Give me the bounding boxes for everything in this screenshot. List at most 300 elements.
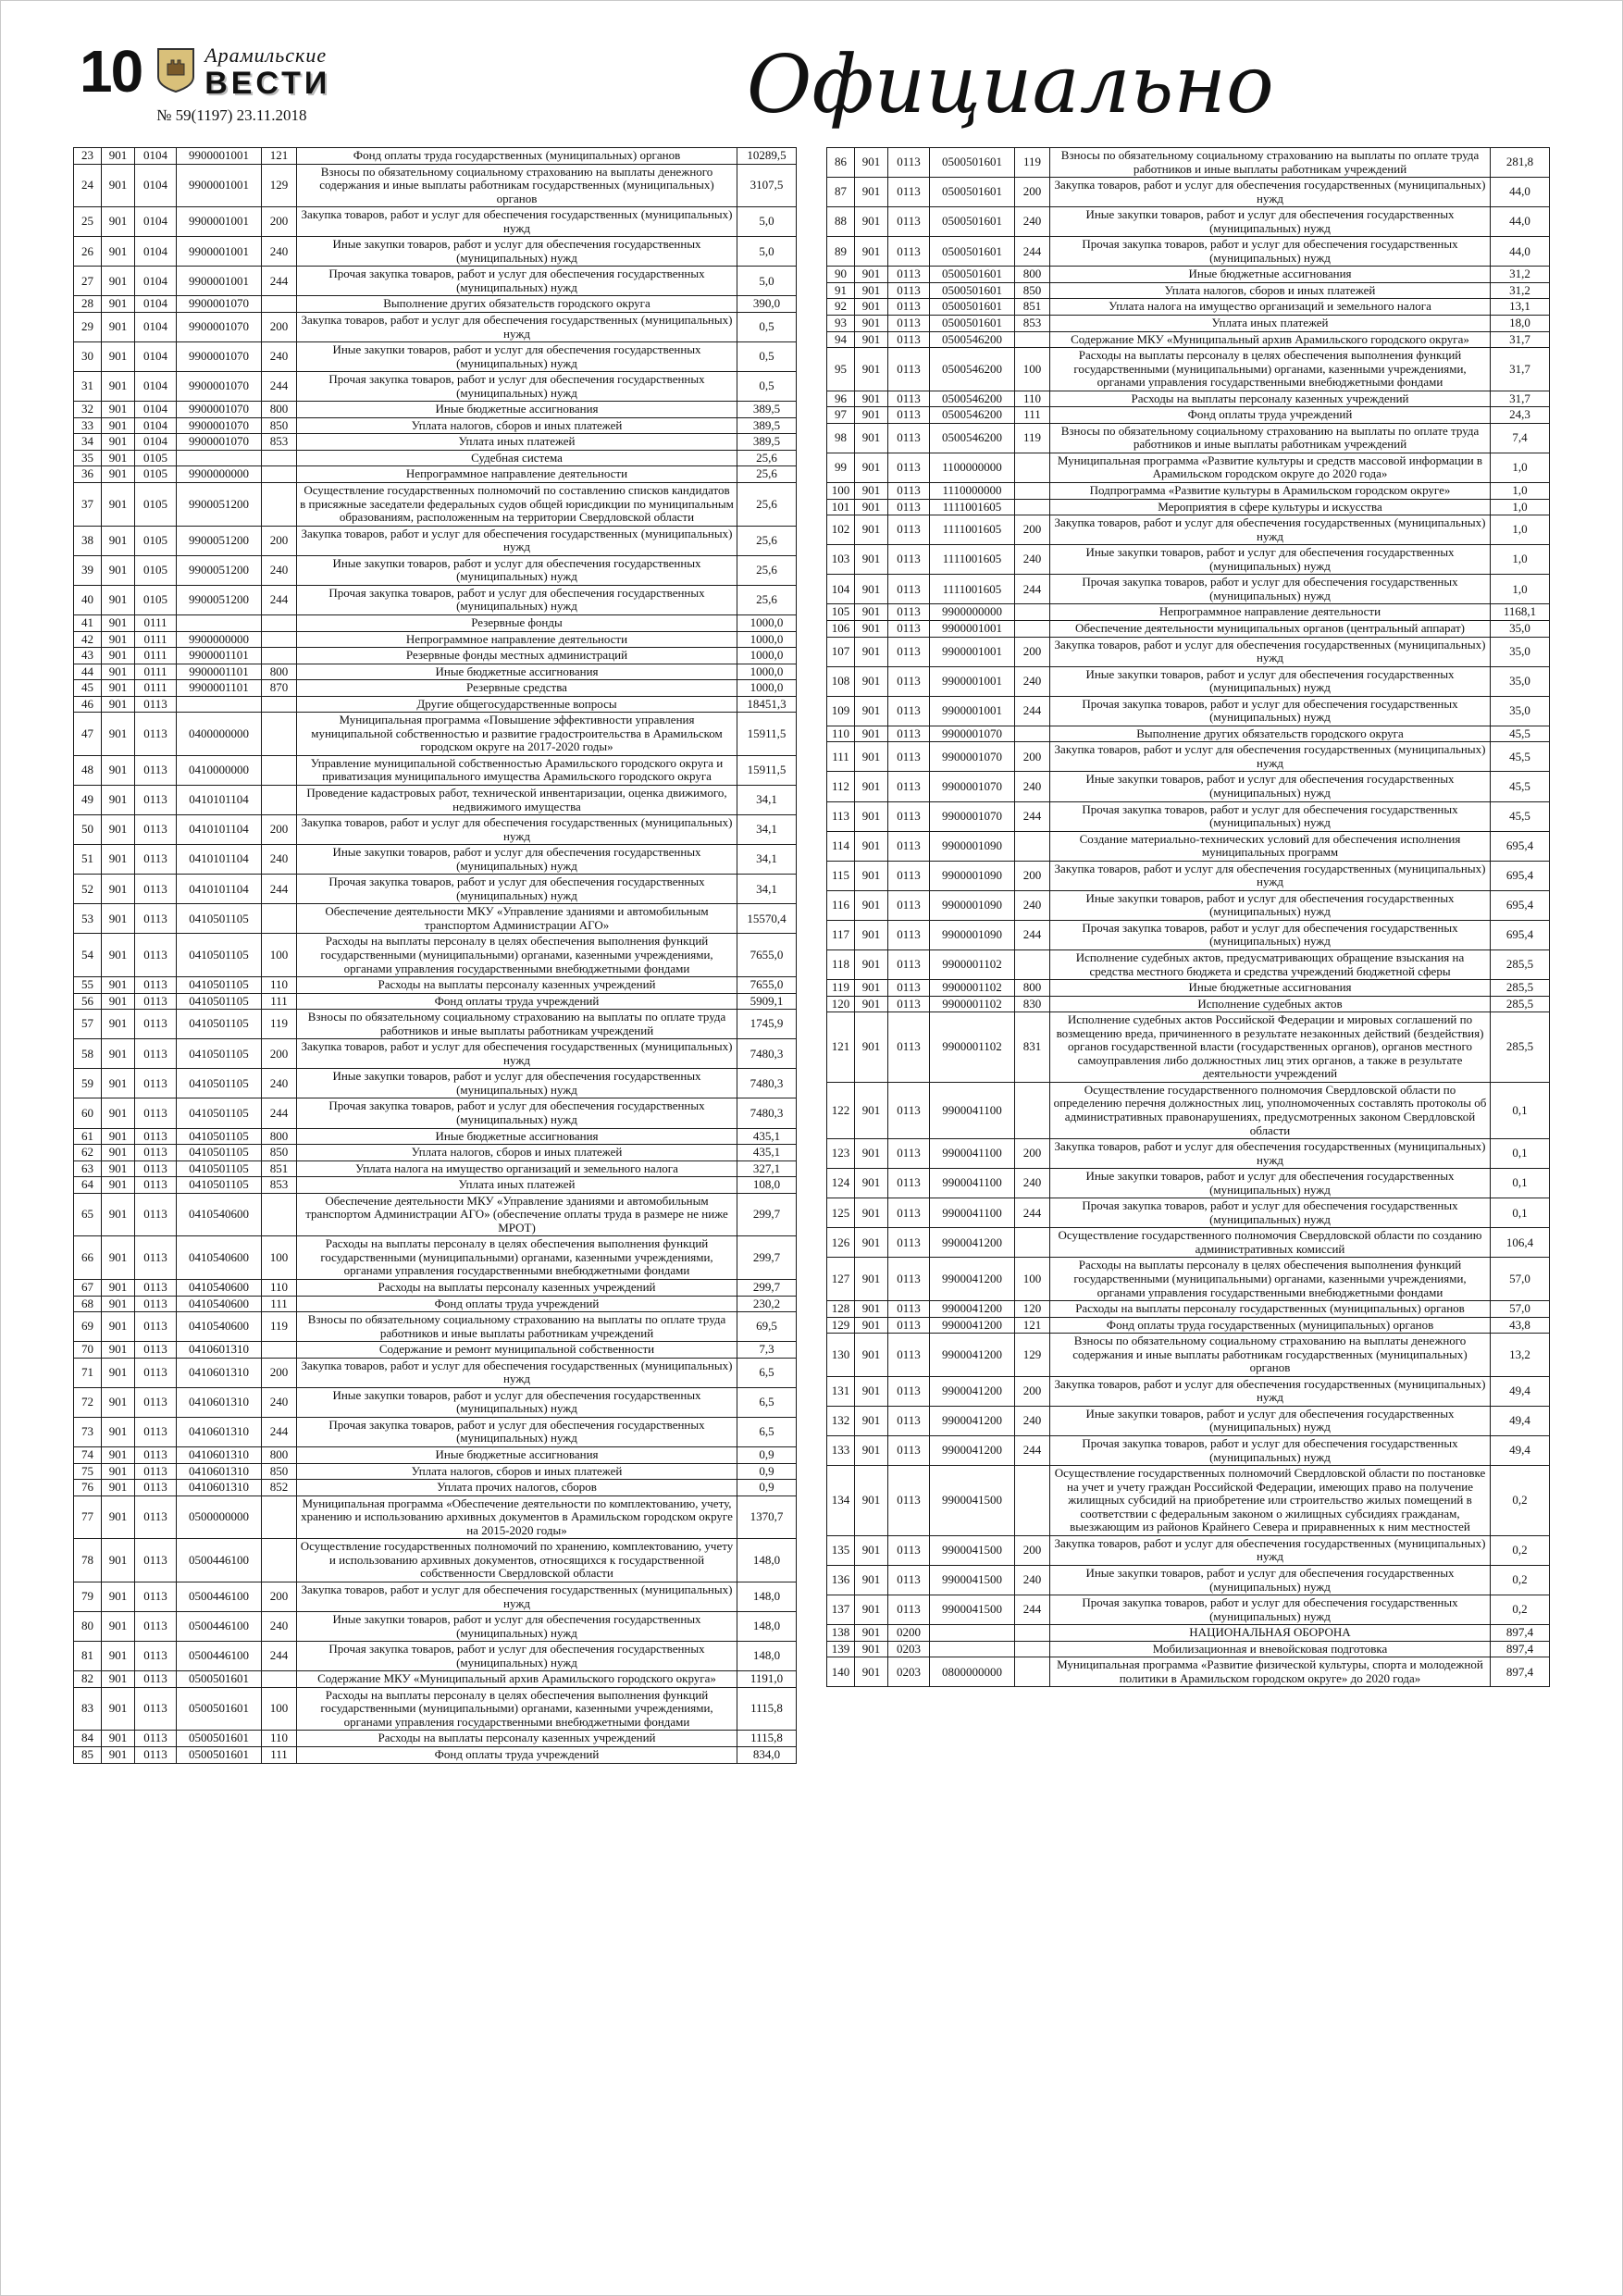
table-row bbox=[74, 1342, 797, 1359]
expense-name-cell: Иные закупки товаров, работ и услуг для обеспечения государственных (муниципальных) нужд bbox=[297, 845, 737, 875]
section-code-cell: 0113 bbox=[135, 1280, 177, 1297]
expense-name-cell: Иные бюджетные ассигнования bbox=[1050, 980, 1491, 997]
target-article-cell: 9900041200 bbox=[930, 1334, 1015, 1377]
expense-name-cell: Проведение кадастровых работ, технической инвентаризации, оценка движимого, недвижимого имущества bbox=[297, 785, 737, 814]
expense-name-cell: Взносы по обязательному социальному страхованию на выплаты денежного содержания и иные выплаты работникам государственных (муниципальных) органов bbox=[297, 164, 737, 207]
expense-name-cell: Закупка товаров, работ и услуг для обеспечения государственных (муниципальных) нужд bbox=[1050, 515, 1491, 545]
table-row bbox=[74, 785, 797, 814]
expense-name-cell: Резервные средства bbox=[297, 680, 737, 697]
row-number-cell: 57 bbox=[74, 1010, 102, 1039]
expense-name-cell: Закупка товаров, работ и услуг для обеспечения государственных (муниципальных) нужд bbox=[1050, 637, 1491, 666]
amount-cell: 435,1 bbox=[737, 1145, 797, 1161]
section-code-cell: 0104 bbox=[135, 402, 177, 418]
section-code-cell: 0113 bbox=[888, 207, 930, 237]
section-code-cell: 0113 bbox=[888, 1301, 930, 1318]
grbs-code-cell: 901 bbox=[855, 207, 888, 237]
grbs-code-cell: 901 bbox=[102, 1612, 135, 1642]
table-row bbox=[74, 1612, 797, 1642]
expense-type-cell: 244 bbox=[1015, 801, 1050, 831]
grbs-code-cell: 901 bbox=[102, 372, 135, 402]
target-article-cell: 9900001101 bbox=[177, 648, 262, 664]
amount-cell: 1000,0 bbox=[737, 680, 797, 697]
expense-type-cell: 244 bbox=[1015, 920, 1050, 949]
grbs-code-cell: 901 bbox=[102, 296, 135, 313]
target-article-cell: 0500546200 bbox=[930, 407, 1015, 424]
table-row bbox=[827, 267, 1550, 283]
row-number-cell: 44 bbox=[74, 664, 102, 680]
target-article-cell: 9900001001 bbox=[177, 148, 262, 165]
row-number-cell: 79 bbox=[74, 1582, 102, 1611]
section-code-cell: 0113 bbox=[888, 1535, 930, 1565]
expense-type-cell: 100 bbox=[1015, 348, 1050, 391]
section-code-cell: 0113 bbox=[135, 713, 177, 756]
expense-type-cell: 200 bbox=[262, 526, 297, 555]
expense-name-cell: Обеспечение деятельности МКУ «Управление зданиями и автомобильным транспортом Администрации АГО» bbox=[297, 904, 737, 934]
target-article-cell: 0410501105 bbox=[177, 1098, 262, 1128]
expense-name-cell: Иные закупки товаров, работ и услуг для обеспечения государственных (муниципальных) нужд bbox=[297, 1387, 737, 1417]
section-code-cell: 0113 bbox=[888, 453, 930, 482]
target-article-cell: 0410501105 bbox=[177, 934, 262, 977]
section-code-cell: 0105 bbox=[135, 466, 177, 483]
table-row bbox=[827, 1258, 1550, 1301]
grbs-code-cell: 901 bbox=[102, 1039, 135, 1069]
target-article-cell: 9900001070 bbox=[177, 313, 262, 342]
expense-type-cell bbox=[262, 755, 297, 785]
target-article-cell: 0500446100 bbox=[177, 1642, 262, 1671]
table-row bbox=[827, 515, 1550, 545]
amount-cell: 1115,8 bbox=[737, 1687, 797, 1731]
section-code-cell: 0113 bbox=[888, 996, 930, 1012]
row-number-cell: 120 bbox=[827, 996, 855, 1012]
grbs-code-cell: 901 bbox=[102, 815, 135, 845]
amount-cell: 0,9 bbox=[737, 1447, 797, 1464]
amount-cell: 230,2 bbox=[737, 1296, 797, 1312]
expense-type-cell: 119 bbox=[262, 1312, 297, 1342]
expense-name-cell: Прочая закупка товаров, работ и услуг для обеспечения государственных (муниципальных) нужд bbox=[1050, 696, 1491, 726]
row-number-cell: 65 bbox=[74, 1193, 102, 1236]
section-code-cell: 0200 bbox=[888, 1625, 930, 1642]
expense-type-cell: 800 bbox=[262, 1447, 297, 1464]
row-number-cell: 134 bbox=[827, 1466, 855, 1536]
table-row bbox=[74, 631, 797, 648]
row-number-cell: 99 bbox=[827, 453, 855, 482]
row-number-cell: 125 bbox=[827, 1198, 855, 1228]
row-number-cell: 85 bbox=[74, 1746, 102, 1763]
expense-name-cell: Уплата иных платежей bbox=[1050, 316, 1491, 332]
expense-type-cell bbox=[262, 483, 297, 527]
grbs-code-cell: 901 bbox=[102, 785, 135, 814]
expense-type-cell: 200 bbox=[262, 1039, 297, 1069]
grbs-code-cell: 901 bbox=[855, 1082, 888, 1138]
target-article-cell: 0410540600 bbox=[177, 1296, 262, 1312]
target-article-cell bbox=[177, 696, 262, 713]
table-row bbox=[74, 1496, 797, 1539]
row-number-cell: 68 bbox=[74, 1296, 102, 1312]
expense-type-cell: 240 bbox=[262, 1612, 297, 1642]
expense-name-cell: Иные закупки товаров, работ и услуг для обеспечения государственных (муниципальных) нужд bbox=[1050, 1169, 1491, 1198]
row-number-cell: 80 bbox=[74, 1612, 102, 1642]
amount-cell: 31,2 bbox=[1491, 267, 1550, 283]
expense-type-cell bbox=[262, 1671, 297, 1688]
amount-cell: 45,5 bbox=[1491, 742, 1550, 772]
target-article-cell: 9900041200 bbox=[930, 1228, 1015, 1258]
grbs-code-cell: 901 bbox=[855, 696, 888, 726]
row-number-cell: 129 bbox=[827, 1317, 855, 1334]
grbs-code-cell: 901 bbox=[102, 614, 135, 631]
amount-cell: 45,5 bbox=[1491, 801, 1550, 831]
expense-name-cell: Иные закупки товаров, работ и услуг для обеспечения государственных (муниципальных) нужд bbox=[1050, 890, 1491, 920]
grbs-code-cell: 901 bbox=[855, 726, 888, 742]
grbs-code-cell: 901 bbox=[102, 526, 135, 555]
expense-name-cell: Уплата налога на имущество организаций и земельного налога bbox=[297, 1160, 737, 1177]
target-article-cell: 1111001605 bbox=[930, 575, 1015, 604]
section-code-cell: 0113 bbox=[888, 316, 930, 332]
section-code-cell: 0111 bbox=[135, 680, 177, 697]
table-row bbox=[74, 466, 797, 483]
amount-cell: 285,5 bbox=[1491, 949, 1550, 979]
section-code-cell: 0113 bbox=[135, 934, 177, 977]
grbs-code-cell: 901 bbox=[855, 666, 888, 696]
expense-type-cell: 850 bbox=[262, 1463, 297, 1480]
table-row bbox=[827, 831, 1550, 861]
expense-type-cell: 850 bbox=[1015, 282, 1050, 299]
expense-name-cell: Прочая закупка товаров, работ и услуг для обеспечения государственных (муниципальных) нужд bbox=[297, 267, 737, 296]
target-article-cell: 9900001070 bbox=[930, 772, 1015, 801]
target-article-cell: 0800000000 bbox=[930, 1657, 1015, 1687]
section-code-cell: 0113 bbox=[135, 1612, 177, 1642]
expense-type-cell: 200 bbox=[262, 207, 297, 237]
amount-cell: 49,4 bbox=[1491, 1436, 1550, 1466]
table-row bbox=[74, 1731, 797, 1747]
expense-name-cell: Закупка товаров, работ и услуг для обеспечения государственных (муниципальных) нужд bbox=[297, 1039, 737, 1069]
section-code-cell: 0113 bbox=[135, 1069, 177, 1098]
grbs-code-cell: 901 bbox=[102, 875, 135, 904]
section-code-cell: 0113 bbox=[135, 1312, 177, 1342]
expense-name-cell: Создание материально-технических условий для обеспечения исполнения муниципальных программ bbox=[1050, 831, 1491, 861]
section-code-cell: 0113 bbox=[135, 1447, 177, 1464]
section-code-cell: 0113 bbox=[888, 831, 930, 861]
target-article-cell: 0500501601 bbox=[177, 1687, 262, 1731]
section-code-cell: 0113 bbox=[888, 980, 930, 997]
row-number-cell: 32 bbox=[74, 402, 102, 418]
table-row bbox=[74, 555, 797, 585]
row-number-cell: 88 bbox=[827, 207, 855, 237]
section-code-cell: 0113 bbox=[135, 1098, 177, 1128]
expense-name-cell: Содержание и ремонт муниципальной собственности bbox=[297, 1342, 737, 1359]
table-row bbox=[827, 391, 1550, 407]
expense-type-cell: 240 bbox=[1015, 772, 1050, 801]
table-row bbox=[74, 1312, 797, 1342]
row-number-cell: 124 bbox=[827, 1169, 855, 1198]
expense-name-cell: Непрограммное направление деятельности bbox=[1050, 604, 1491, 621]
row-number-cell: 25 bbox=[74, 207, 102, 237]
amount-cell: 6,5 bbox=[737, 1387, 797, 1417]
section-code-cell: 0113 bbox=[888, 620, 930, 637]
amount-cell: 1,0 bbox=[1491, 545, 1550, 575]
section-code-cell: 0111 bbox=[135, 664, 177, 680]
target-article-cell: 9900001001 bbox=[177, 207, 262, 237]
row-number-cell: 45 bbox=[74, 680, 102, 697]
target-article-cell: 0500446100 bbox=[177, 1582, 262, 1611]
expense-type-cell: 240 bbox=[262, 237, 297, 267]
amount-cell: 25,6 bbox=[737, 585, 797, 614]
expense-name-cell: Прочая закупка товаров, работ и услуг для обеспечения государственных (муниципальных) нужд bbox=[1050, 920, 1491, 949]
section-code-cell: 0113 bbox=[135, 1480, 177, 1496]
table-row bbox=[74, 1539, 797, 1582]
section-code-cell: 0113 bbox=[135, 1746, 177, 1763]
row-number-cell: 130 bbox=[827, 1334, 855, 1377]
target-article-cell: 0500546200 bbox=[930, 331, 1015, 348]
expense-type-cell bbox=[1015, 1625, 1050, 1642]
expense-name-cell: Закупка товаров, работ и услуг для обеспечения государственных (муниципальных) нужд bbox=[1050, 1535, 1491, 1565]
amount-cell: 45,5 bbox=[1491, 726, 1550, 742]
expense-type-cell: 831 bbox=[1015, 1012, 1050, 1083]
row-number-cell: 91 bbox=[827, 282, 855, 299]
table-row bbox=[74, 1069, 797, 1098]
grbs-code-cell: 901 bbox=[102, 1671, 135, 1688]
section-code-cell: 0105 bbox=[135, 526, 177, 555]
row-number-cell: 46 bbox=[74, 696, 102, 713]
expense-name-cell: Осуществление государственных полномочий по составлению списков кандидатов в присяжные заседатели федеральных судов общей юрисдикции по муниципальным образованиям, расположенным на территории Свердловской области bbox=[297, 483, 737, 527]
section-code-cell: 0113 bbox=[135, 1671, 177, 1688]
expense-name-cell: Прочая закупка товаров, работ и услуг для обеспечения государственных (муниципальных) нужд bbox=[297, 1417, 737, 1446]
amount-cell: 148,0 bbox=[737, 1582, 797, 1611]
expense-type-cell: 111 bbox=[262, 1296, 297, 1312]
section-code-cell: 0113 bbox=[135, 1177, 177, 1194]
masthead-title-top: Арамильские bbox=[204, 43, 328, 67]
row-number-cell: 121 bbox=[827, 1012, 855, 1083]
row-number-cell: 90 bbox=[827, 267, 855, 283]
expense-type-cell: 800 bbox=[262, 402, 297, 418]
table-row bbox=[827, 407, 1550, 424]
table-row bbox=[827, 1657, 1550, 1687]
amount-cell: 49,4 bbox=[1491, 1376, 1550, 1406]
expense-type-cell: 240 bbox=[1015, 207, 1050, 237]
target-article-cell: 9900001070 bbox=[177, 434, 262, 451]
table-row bbox=[827, 178, 1550, 207]
expense-type-cell bbox=[262, 1496, 297, 1539]
amount-cell: 10289,5 bbox=[737, 148, 797, 165]
budget-table-left bbox=[73, 147, 797, 1764]
expense-name-cell: Муниципальная программа «Обеспечение деятельности по комплектованию, учету, хранению и использованию архивных документов в Арамильском городском округе на 2015-2020 годы» bbox=[297, 1496, 737, 1539]
expense-name-cell: Иные закупки товаров, работ и услуг для обеспечения государственных (муниципальных) нужд bbox=[297, 237, 737, 267]
amount-cell: 13,2 bbox=[1491, 1334, 1550, 1377]
section-code-cell: 0104 bbox=[135, 434, 177, 451]
row-number-cell: 128 bbox=[827, 1301, 855, 1318]
expense-type-cell: 240 bbox=[1015, 890, 1050, 920]
grbs-code-cell: 901 bbox=[855, 1436, 888, 1466]
grbs-code-cell: 901 bbox=[102, 1312, 135, 1342]
table-row bbox=[827, 666, 1550, 696]
target-article-cell bbox=[177, 614, 262, 631]
target-article-cell: 9900051200 bbox=[177, 526, 262, 555]
table-row bbox=[74, 1387, 797, 1417]
expense-name-cell: Уплата прочих налогов, сборов bbox=[297, 1480, 737, 1496]
section-code-cell: 0113 bbox=[888, 267, 930, 283]
grbs-code-cell: 901 bbox=[102, 417, 135, 434]
grbs-code-cell: 901 bbox=[855, 178, 888, 207]
page-header bbox=[1, 1, 1622, 140]
grbs-code-cell: 901 bbox=[102, 450, 135, 466]
section-code-cell: 0113 bbox=[135, 1463, 177, 1480]
grbs-code-cell: 901 bbox=[855, 545, 888, 575]
grbs-code-cell: 901 bbox=[102, 148, 135, 165]
table-row bbox=[827, 575, 1550, 604]
row-number-cell: 37 bbox=[74, 483, 102, 527]
expense-name-cell: Обеспечение деятельности МКУ «Управление зданиями и автомобильным транспортом Администрации АГО» (обеспечение оплаты труда в размере не ниже МРОТ) bbox=[297, 1193, 737, 1236]
amount-cell: 389,5 bbox=[737, 434, 797, 451]
row-number-cell: 61 bbox=[74, 1128, 102, 1145]
table-row bbox=[74, 417, 797, 434]
expense-name-cell: Осуществление государственных полномочий Свердловской области по постановке на учет и учету граждан Российской Федерации, имеющих право на получение жилищных субсидий на приобретение или строительство жилых помещений в соответствии с федеральным законом о жилищных субсидиях гражданам, выезжающим из районов Крайнего Севера и приравненных к ним местностей bbox=[1050, 1466, 1491, 1536]
amount-cell: 35,0 bbox=[1491, 696, 1550, 726]
target-article-cell: 0500501601 bbox=[177, 1746, 262, 1763]
expense-type-cell bbox=[262, 614, 297, 631]
row-number-cell: 115 bbox=[827, 861, 855, 890]
expense-name-cell: Иные закупки товаров, работ и услуг для обеспечения государственных (муниципальных) нужд bbox=[1050, 1565, 1491, 1595]
target-article-cell: 9900001070 bbox=[930, 801, 1015, 831]
amount-cell: 24,3 bbox=[1491, 407, 1550, 424]
grbs-code-cell: 901 bbox=[855, 742, 888, 772]
grbs-code-cell: 901 bbox=[855, 499, 888, 515]
expense-type-cell: 851 bbox=[1015, 299, 1050, 316]
target-article-cell: 1111001605 bbox=[930, 515, 1015, 545]
expense-name-cell: Фонд оплаты труда учреждений bbox=[297, 993, 737, 1010]
amount-cell: 285,5 bbox=[1491, 996, 1550, 1012]
row-number-cell: 87 bbox=[827, 178, 855, 207]
table-row bbox=[827, 1376, 1550, 1406]
section-code-cell: 0105 bbox=[135, 483, 177, 527]
section-code-cell: 0104 bbox=[135, 207, 177, 237]
expense-name-cell: Закупка товаров, работ и услуг для обеспечения государственных (муниципальных) нужд bbox=[297, 313, 737, 342]
amount-cell: 31,7 bbox=[1491, 331, 1550, 348]
section-code-cell: 0113 bbox=[888, 1198, 930, 1228]
expense-type-cell: 111 bbox=[262, 1746, 297, 1763]
grbs-code-cell: 901 bbox=[102, 934, 135, 977]
grbs-code-cell: 901 bbox=[102, 585, 135, 614]
expense-name-cell: Иные закупки товаров, работ и услуг для обеспечения государственных (муниципальных) нужд bbox=[297, 1069, 737, 1098]
section-code-cell: 0104 bbox=[135, 417, 177, 434]
row-number-cell: 33 bbox=[74, 417, 102, 434]
row-number-cell: 74 bbox=[74, 1447, 102, 1464]
target-article-cell: 0400000000 bbox=[177, 713, 262, 756]
row-number-cell: 43 bbox=[74, 648, 102, 664]
table-row bbox=[827, 1595, 1550, 1625]
target-article-cell: 1100000000 bbox=[930, 453, 1015, 482]
target-article-cell: 9900041500 bbox=[930, 1535, 1015, 1565]
table-row bbox=[827, 423, 1550, 453]
amount-cell: 31,2 bbox=[1491, 282, 1550, 299]
row-number-cell: 58 bbox=[74, 1039, 102, 1069]
amount-cell: 7,3 bbox=[737, 1342, 797, 1359]
expense-name-cell: НАЦИОНАЛЬНАЯ ОБОРОНА bbox=[1050, 1625, 1491, 1642]
amount-cell: 148,0 bbox=[737, 1642, 797, 1671]
amount-cell: 34,1 bbox=[737, 815, 797, 845]
expense-type-cell bbox=[1015, 331, 1050, 348]
grbs-code-cell: 901 bbox=[855, 996, 888, 1012]
grbs-code-cell: 901 bbox=[855, 861, 888, 890]
expense-name-cell: Уплата иных платежей bbox=[297, 434, 737, 451]
table-row bbox=[827, 637, 1550, 666]
table-row bbox=[827, 1082, 1550, 1138]
grbs-code-cell: 901 bbox=[102, 648, 135, 664]
amount-cell: 1,0 bbox=[1491, 483, 1550, 500]
section-code-cell: 0113 bbox=[888, 772, 930, 801]
section-code-cell: 0105 bbox=[135, 555, 177, 585]
amount-cell: 1,0 bbox=[1491, 453, 1550, 482]
amount-cell: 25,6 bbox=[737, 483, 797, 527]
row-number-cell: 119 bbox=[827, 980, 855, 997]
expense-name-cell: Иные закупки товаров, работ и услуг для обеспечения государственных (муниципальных) нужд bbox=[297, 1612, 737, 1642]
amount-cell: 1000,0 bbox=[737, 664, 797, 680]
row-number-cell: 56 bbox=[74, 993, 102, 1010]
target-article-cell: 9900001001 bbox=[177, 164, 262, 207]
table-row bbox=[74, 1236, 797, 1280]
row-number-cell: 67 bbox=[74, 1280, 102, 1297]
table-row bbox=[827, 453, 1550, 482]
expense-name-cell: Муниципальная программа «Повышение эффективности управления муниципальной собственностью и развитие градостроительства в Арамильском городском округе на 2017-2020 годы» bbox=[297, 713, 737, 756]
expense-name-cell: Осуществление государственного полномочия Свердловской области по созданию административных комиссий bbox=[1050, 1228, 1491, 1258]
amount-cell: 25,6 bbox=[737, 555, 797, 585]
target-article-cell: 0500501601 bbox=[930, 237, 1015, 267]
amount-cell: 44,0 bbox=[1491, 237, 1550, 267]
table-row bbox=[74, 1746, 797, 1763]
expense-type-cell: 244 bbox=[262, 1098, 297, 1128]
section-code-cell: 0113 bbox=[888, 637, 930, 666]
expense-name-cell: Закупка товаров, работ и услуг для обеспечения государственных (муниципальных) нужд bbox=[1050, 178, 1491, 207]
grbs-code-cell: 901 bbox=[102, 1417, 135, 1446]
table-row bbox=[74, 614, 797, 631]
row-number-cell: 53 bbox=[74, 904, 102, 934]
amount-cell: 7480,3 bbox=[737, 1039, 797, 1069]
row-number-cell: 83 bbox=[74, 1687, 102, 1731]
amount-cell: 31,7 bbox=[1491, 348, 1550, 391]
expense-type-cell: 200 bbox=[262, 1358, 297, 1387]
table-row bbox=[74, 1128, 797, 1145]
grbs-code-cell: 901 bbox=[102, 483, 135, 527]
grbs-code-cell: 901 bbox=[102, 1582, 135, 1611]
amount-cell: 1168,1 bbox=[1491, 604, 1550, 621]
grbs-code-cell: 901 bbox=[102, 845, 135, 875]
expense-name-cell: Иные бюджетные ассигнования bbox=[297, 664, 737, 680]
grbs-code-cell: 901 bbox=[102, 1463, 135, 1480]
expense-type-cell: 119 bbox=[1015, 148, 1050, 178]
target-article-cell: 0410501105 bbox=[177, 1039, 262, 1069]
expense-name-cell: Непрограммное направление деятельности bbox=[297, 466, 737, 483]
grbs-code-cell: 901 bbox=[855, 1317, 888, 1334]
target-article-cell: 9900001001 bbox=[177, 267, 262, 296]
row-number-cell: 109 bbox=[827, 696, 855, 726]
expense-name-cell: Расходы на выплаты персоналу в целях обеспечения выполнения функций государственными (муниципальными) органами, казенными учреждениями, органами управления государственными внебюджетными фондами bbox=[1050, 1258, 1491, 1301]
target-article-cell: 9900001090 bbox=[930, 861, 1015, 890]
grbs-code-cell: 901 bbox=[102, 1642, 135, 1671]
target-article-cell: 1111001605 bbox=[930, 499, 1015, 515]
row-number-cell: 139 bbox=[827, 1641, 855, 1657]
row-number-cell: 39 bbox=[74, 555, 102, 585]
section-code-cell: 0113 bbox=[135, 696, 177, 713]
target-article-cell: 9900000000 bbox=[930, 604, 1015, 621]
target-article-cell: 9900001001 bbox=[930, 637, 1015, 666]
target-article-cell: 0500501601 bbox=[930, 316, 1015, 332]
section-code-cell: 0113 bbox=[888, 1595, 930, 1625]
expense-type-cell bbox=[1015, 1466, 1050, 1536]
expense-name-cell: Фонд оплаты труда учреждений bbox=[297, 1296, 737, 1312]
section-code-cell: 0113 bbox=[888, 801, 930, 831]
section-code-cell: 0104 bbox=[135, 148, 177, 165]
amount-cell: 0,2 bbox=[1491, 1466, 1550, 1536]
grbs-code-cell: 901 bbox=[102, 1358, 135, 1387]
target-article-cell: 0410540600 bbox=[177, 1280, 262, 1297]
